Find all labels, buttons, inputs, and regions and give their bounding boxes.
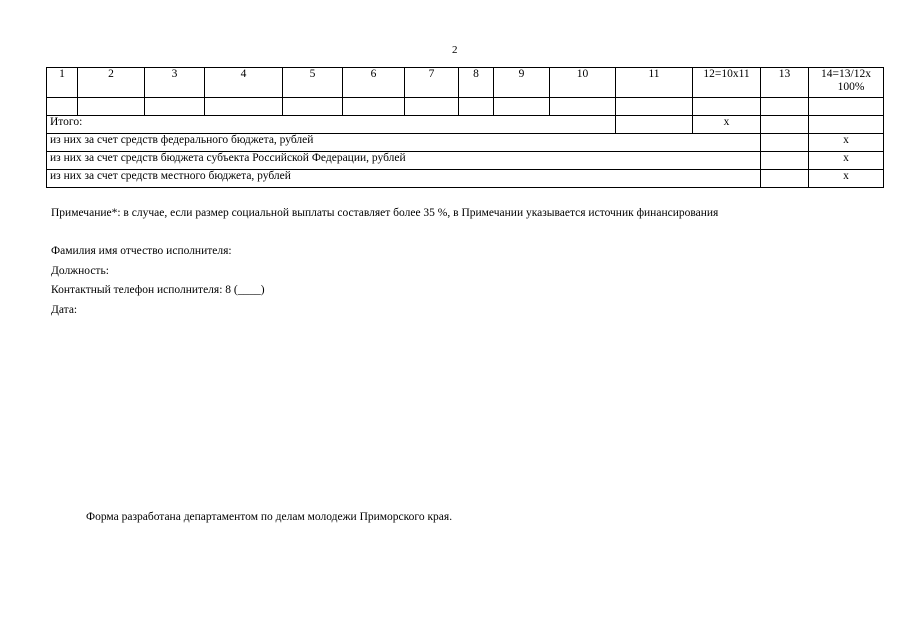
table-cell [78, 98, 145, 116]
table-cell [343, 98, 405, 116]
table-cell [494, 98, 550, 116]
table-cell [761, 134, 809, 152]
regional-col14-mark: x [809, 152, 884, 170]
table-cell [145, 98, 205, 116]
column-header: 8 [459, 68, 494, 98]
column-header: 4 [205, 68, 283, 98]
table-cell [761, 98, 809, 116]
table-cell [283, 98, 343, 116]
phone-field: Контактный телефон исполнителя: 8 (____) [51, 284, 265, 296]
column-header: 2 [78, 68, 145, 98]
table-cell [405, 98, 459, 116]
federal-label: из них за счет средств федерального бюджета, рублей [47, 134, 761, 152]
table-cell [761, 152, 809, 170]
column-header-14-line1: 14=13/12x [821, 68, 871, 80]
page-number: 2 [452, 44, 458, 56]
position-field: Должность: [51, 264, 109, 277]
form-author-note: Форма разработана департаментом по делам молодежи Приморского края. [86, 511, 453, 523]
column-header: 5 [283, 68, 343, 98]
table-cell [809, 98, 884, 116]
summary-table [46, 67, 884, 188]
date-field: Дата: [51, 303, 78, 316]
table-cell [809, 116, 884, 134]
table-cell [47, 98, 78, 116]
regional-label: из них за счет средств бюджета субъекта Российской Федерации, рублей [47, 152, 761, 170]
footnote: Примечание*: в случае, если размер социальной выплаты составляет более 35 %, в Примечании указывается источник финансирования [51, 207, 719, 219]
table-row [47, 98, 884, 116]
table-cell [616, 116, 693, 134]
regional-row [47, 152, 884, 170]
local-col14-mark: x [809, 170, 884, 188]
column-header-14 [809, 68, 884, 98]
table-cell [761, 116, 809, 134]
executor-name-field: Фамилия имя отчество исполнителя: [51, 245, 232, 257]
column-header: 6 [343, 68, 405, 98]
total-row [47, 116, 884, 134]
local-label: из них за счет средств местного бюджета, рублей [47, 170, 761, 188]
total-label: Итого: [47, 116, 616, 134]
federal-row [47, 134, 884, 152]
column-header: 13 [761, 68, 809, 98]
table-cell [693, 98, 761, 116]
column-header: 3 [145, 68, 205, 98]
column-header: 7 [405, 68, 459, 98]
column-header: 9 [494, 68, 550, 98]
total-col12-mark: x [693, 116, 761, 134]
table-cell [205, 98, 283, 116]
column-header: 10 [550, 68, 616, 98]
table-cell [459, 98, 494, 116]
table-header-row [47, 68, 884, 98]
column-header: 12=10x11 [693, 68, 761, 98]
column-header-14-line2: 100% [837, 81, 865, 93]
table-cell [761, 170, 809, 188]
column-header: 1 [47, 68, 78, 98]
table-cell [550, 98, 616, 116]
executor-fields [51, 242, 265, 320]
federal-col14-mark: x [809, 134, 884, 152]
column-header: 11 [616, 68, 693, 98]
local-row [47, 170, 884, 188]
table-cell [616, 98, 693, 116]
